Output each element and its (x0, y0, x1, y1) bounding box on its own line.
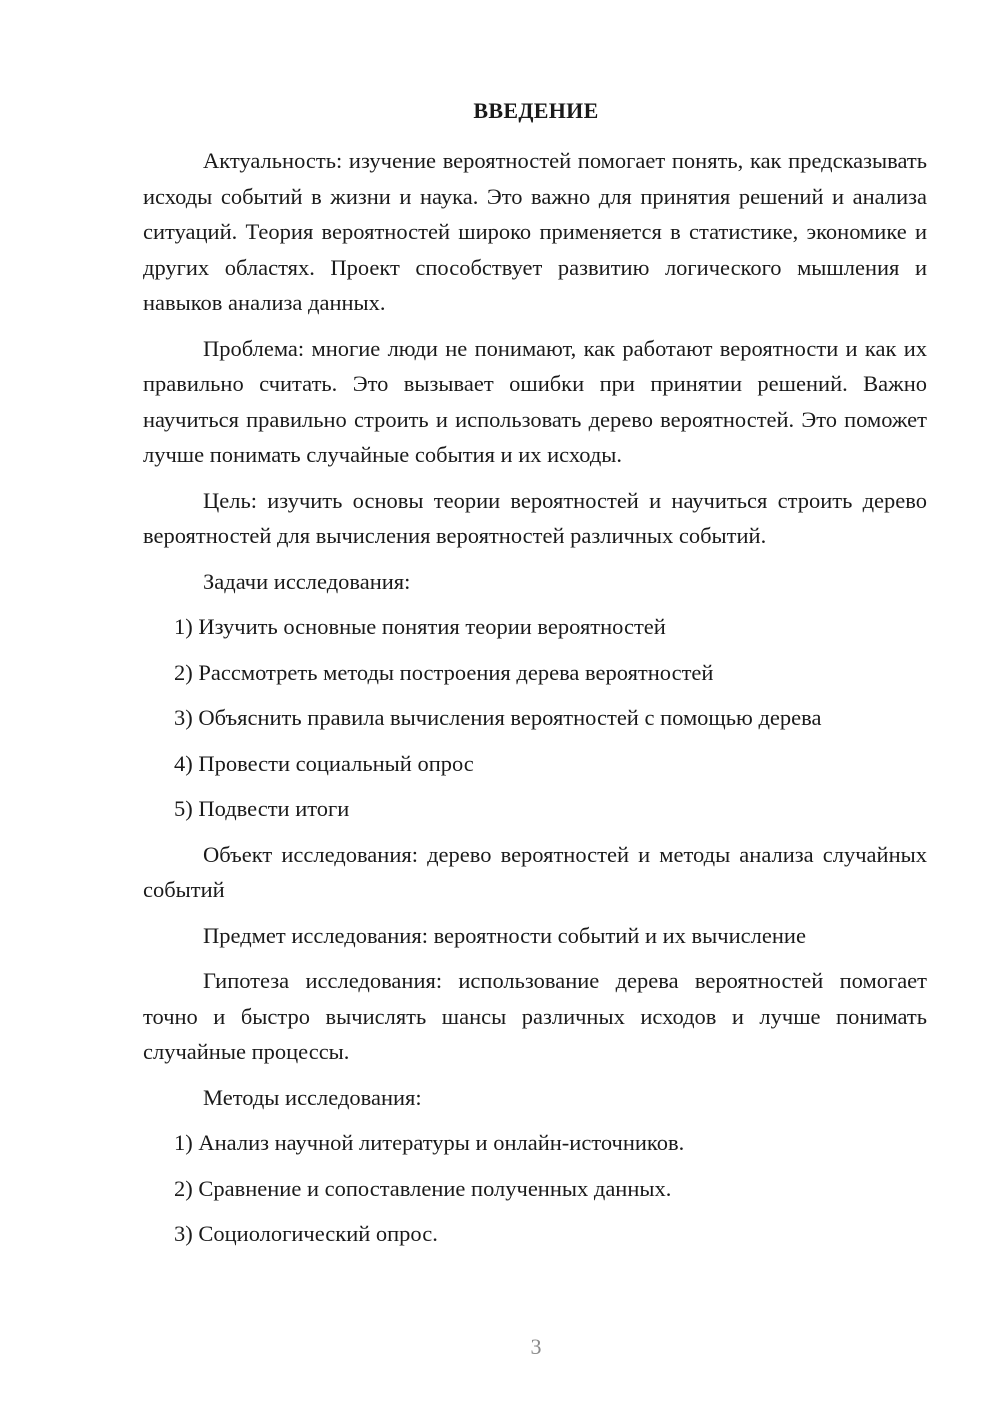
subject-paragraph: Предмет исследования: вероятности событий и их вычисление (203, 922, 806, 948)
page-number: 3 (530, 1334, 542, 1359)
task-item: 4) Провести социальный опрос (174, 750, 474, 776)
task-item: 3) Объяснить правила вычисления вероятностей с помощью дерева (174, 705, 822, 730)
method-item: 3) Социологический опрос. (174, 1221, 438, 1246)
task-item: 1) Изучить основные понятия теории вероятностей (174, 614, 666, 639)
page-title: ВВЕДЕНИЕ (473, 98, 599, 123)
goal-paragraph: Цель: изучить основы теории вероятностей и научиться строить дерево вероятностей для вычисления вероятностей различных событий. (143, 487, 927, 548)
object-paragraph: Объект исследования: дерево вероятностей и методы анализа случайных событий (143, 841, 927, 902)
problem-paragraph: Проблема: многие люди не понимают, как работают вероятности и как их правильно считать. Это вызывает ошибки при принятии решений. Важно научиться правильно строить и использовать дерево вероятностей. Это поможет лучше понимать случайные события и их исходы. (143, 335, 927, 467)
hypothesis-paragraph: Гипотеза исследования: использование дерева вероятностей помогает точно и быстро вычислять шансы различных исходов и лучше понимать случайные процессы. (143, 968, 927, 1064)
task-item: 5) Подвести итоги (174, 796, 350, 821)
tasks-heading: Задачи исследования: (203, 568, 411, 594)
method-item: 2) Сравнение и сопоставление полученных данных. (174, 1175, 672, 1201)
relevance-paragraph: Актуальность: изучение вероятностей помогает понять, как предсказывать исходы событий в жизни и наука. Это важно для принятия решений и анализа ситуаций. Теория вероятностей широко применяется в статистике, экономике и других областях. Проект способствует развитию логического мышления и навыков анализа данных. (143, 148, 927, 315)
task-item: 2) Рассмотреть методы построения дерева вероятностей (174, 659, 714, 685)
method-item: 1) Анализ научной литературы и онлайн-источников. (174, 1130, 685, 1155)
methods-heading: Методы исследования: (203, 1084, 422, 1110)
document-body (143, 143, 927, 1262)
